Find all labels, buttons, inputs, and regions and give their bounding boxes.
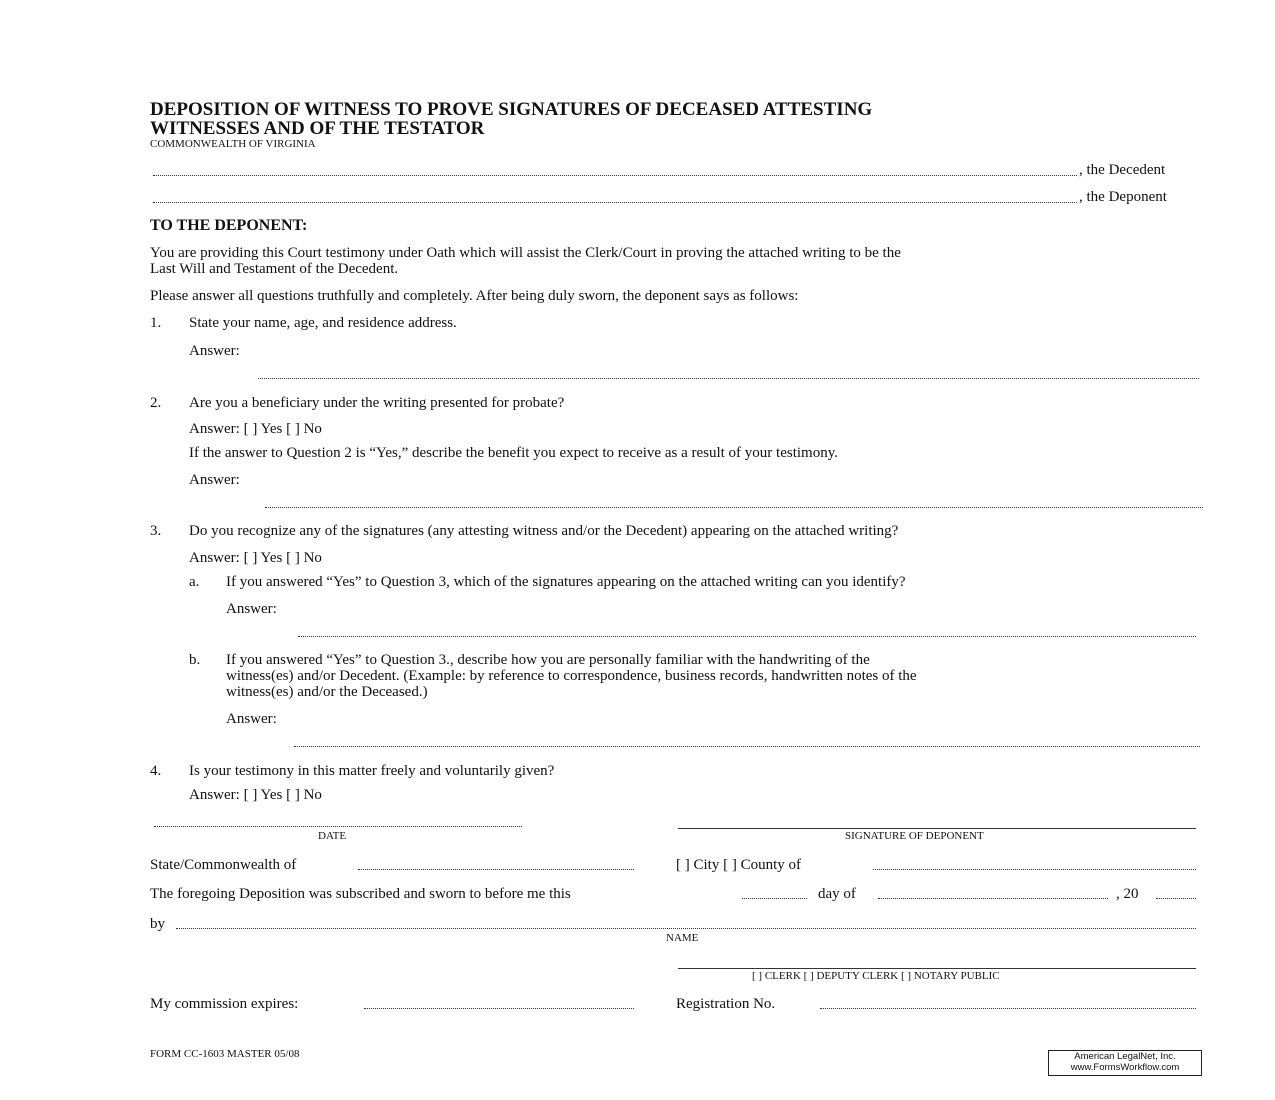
q3-number: 3.	[150, 523, 162, 539]
deponent-signature-line[interactable]	[678, 828, 1196, 829]
year-prefix: , 20	[1116, 886, 1139, 902]
q4-number: 4.	[150, 763, 162, 779]
q3b-line2: witness(es) and/or Decedent. (Example: by reference to correspondence, business records, handwritten notes of the	[226, 668, 917, 684]
q3a-letter: a.	[189, 574, 200, 590]
q3b-letter: b.	[189, 652, 201, 668]
month-field[interactable]	[878, 898, 1108, 899]
q3b-answer-label: Answer:	[226, 711, 277, 727]
q3-answer-yes-no[interactable]: Answer: [ ] Yes [ ] No	[189, 550, 322, 566]
publisher-name: American LegalNet, Inc.	[1074, 1051, 1176, 1062]
name-label: NAME	[666, 932, 699, 944]
date-field[interactable]	[154, 826, 522, 827]
commission-field[interactable]	[364, 1008, 634, 1009]
deponent-name-field[interactable]	[153, 202, 1077, 203]
q3b-line1: If you answered “Yes” to Question 3., describe how you are personally familiar with the handwriting of the	[226, 652, 870, 668]
q2-answer-yes-no[interactable]: Answer: [ ] Yes [ ] No	[189, 421, 322, 437]
decedent-name-field[interactable]	[153, 175, 1077, 176]
q2-answer-label: Answer:	[189, 472, 240, 488]
sworn-text: The foregoing Deposition was subscribed and sworn to before me this	[150, 886, 571, 902]
q2-number: 2.	[150, 395, 162, 411]
q3b-answer-field[interactable]	[294, 746, 1200, 747]
q1-answer-field[interactable]	[258, 378, 1199, 379]
day-of-label: day of	[818, 886, 856, 902]
by-label: by	[150, 916, 165, 932]
officer-signature-line[interactable]	[678, 968, 1196, 969]
form-id: FORM CC-1603 MASTER 05/08	[150, 1048, 300, 1060]
instructions-para1-line2: Last Will and Testament of the Decedent.	[150, 261, 399, 277]
form-title-line1: DEPOSITION OF WITNESS TO PROVE SIGNATURES OF DECEASED ATTESTING	[150, 99, 873, 120]
q2-followup: If the answer to Question 2 is “Yes,” describe the benefit you expect to receive as a result of your testimony.	[189, 445, 838, 461]
state-field[interactable]	[358, 869, 634, 870]
officer-options[interactable]: [ ] CLERK [ ] DEPUTY CLERK [ ] NOTARY PUBLIC	[752, 970, 1000, 982]
q3a-answer-field[interactable]	[298, 636, 1196, 637]
q3a-text: If you answered “Yes” to Question 3, which of the signatures appearing on the attached writing can you identify?	[226, 574, 906, 590]
q1-number: 1.	[150, 315, 162, 331]
instructions-para1-line1: You are providing this Court testimony under Oath which will assist the Clerk/Court in proving the attached writing to be the	[150, 245, 901, 261]
name-field[interactable]	[176, 928, 1196, 929]
q3a-answer-label: Answer:	[226, 601, 277, 617]
q1-answer-label: Answer:	[189, 343, 240, 359]
commission-label: My commission expires:	[150, 996, 299, 1012]
q4-answer-yes-no[interactable]: Answer: [ ] Yes [ ] No	[189, 787, 322, 803]
q2-text: Are you a beneficiary under the writing presented for probate?	[189, 395, 565, 411]
q2-answer-field[interactable]	[265, 507, 1203, 508]
deponent-label: , the Deponent	[1079, 189, 1167, 205]
q3-text: Do you recognize any of the signatures (any attesting witness and/or the Decedent) appearing on the attached writing?	[189, 523, 899, 539]
signature-label: SIGNATURE OF DEPONENT	[845, 830, 984, 842]
q3b-line3: witness(es) and/or the Deceased.)	[226, 684, 428, 700]
instructions-para2: Please answer all questions truthfully and completely. After being duly sworn, the deponent says as follows:	[150, 288, 799, 304]
q4-text: Is your testimony in this matter freely and voluntarily given?	[189, 763, 555, 779]
registration-label: Registration No.	[676, 996, 776, 1012]
form-title-line2: WITNESSES AND OF THE TESTATOR	[150, 118, 485, 139]
publisher-website: www.FormsWorkflow.com	[1070, 1062, 1180, 1073]
city-county-label[interactable]: [ ] City [ ] County of	[676, 857, 801, 873]
day-field[interactable]	[742, 898, 807, 899]
jurisdiction: COMMONWEALTH OF VIRGINIA	[150, 138, 316, 150]
county-field[interactable]	[873, 869, 1196, 870]
date-label: DATE	[318, 830, 347, 842]
deponent-heading: TO THE DEPONENT:	[150, 217, 308, 234]
decedent-label: , the Decedent	[1079, 162, 1166, 178]
year-field[interactable]	[1156, 898, 1196, 899]
registration-field[interactable]	[820, 1008, 1196, 1009]
q1-text: State your name, age, and residence address.	[189, 315, 457, 331]
state-label: State/Commonwealth of	[150, 857, 297, 873]
publisher-logo	[1048, 1050, 1202, 1076]
